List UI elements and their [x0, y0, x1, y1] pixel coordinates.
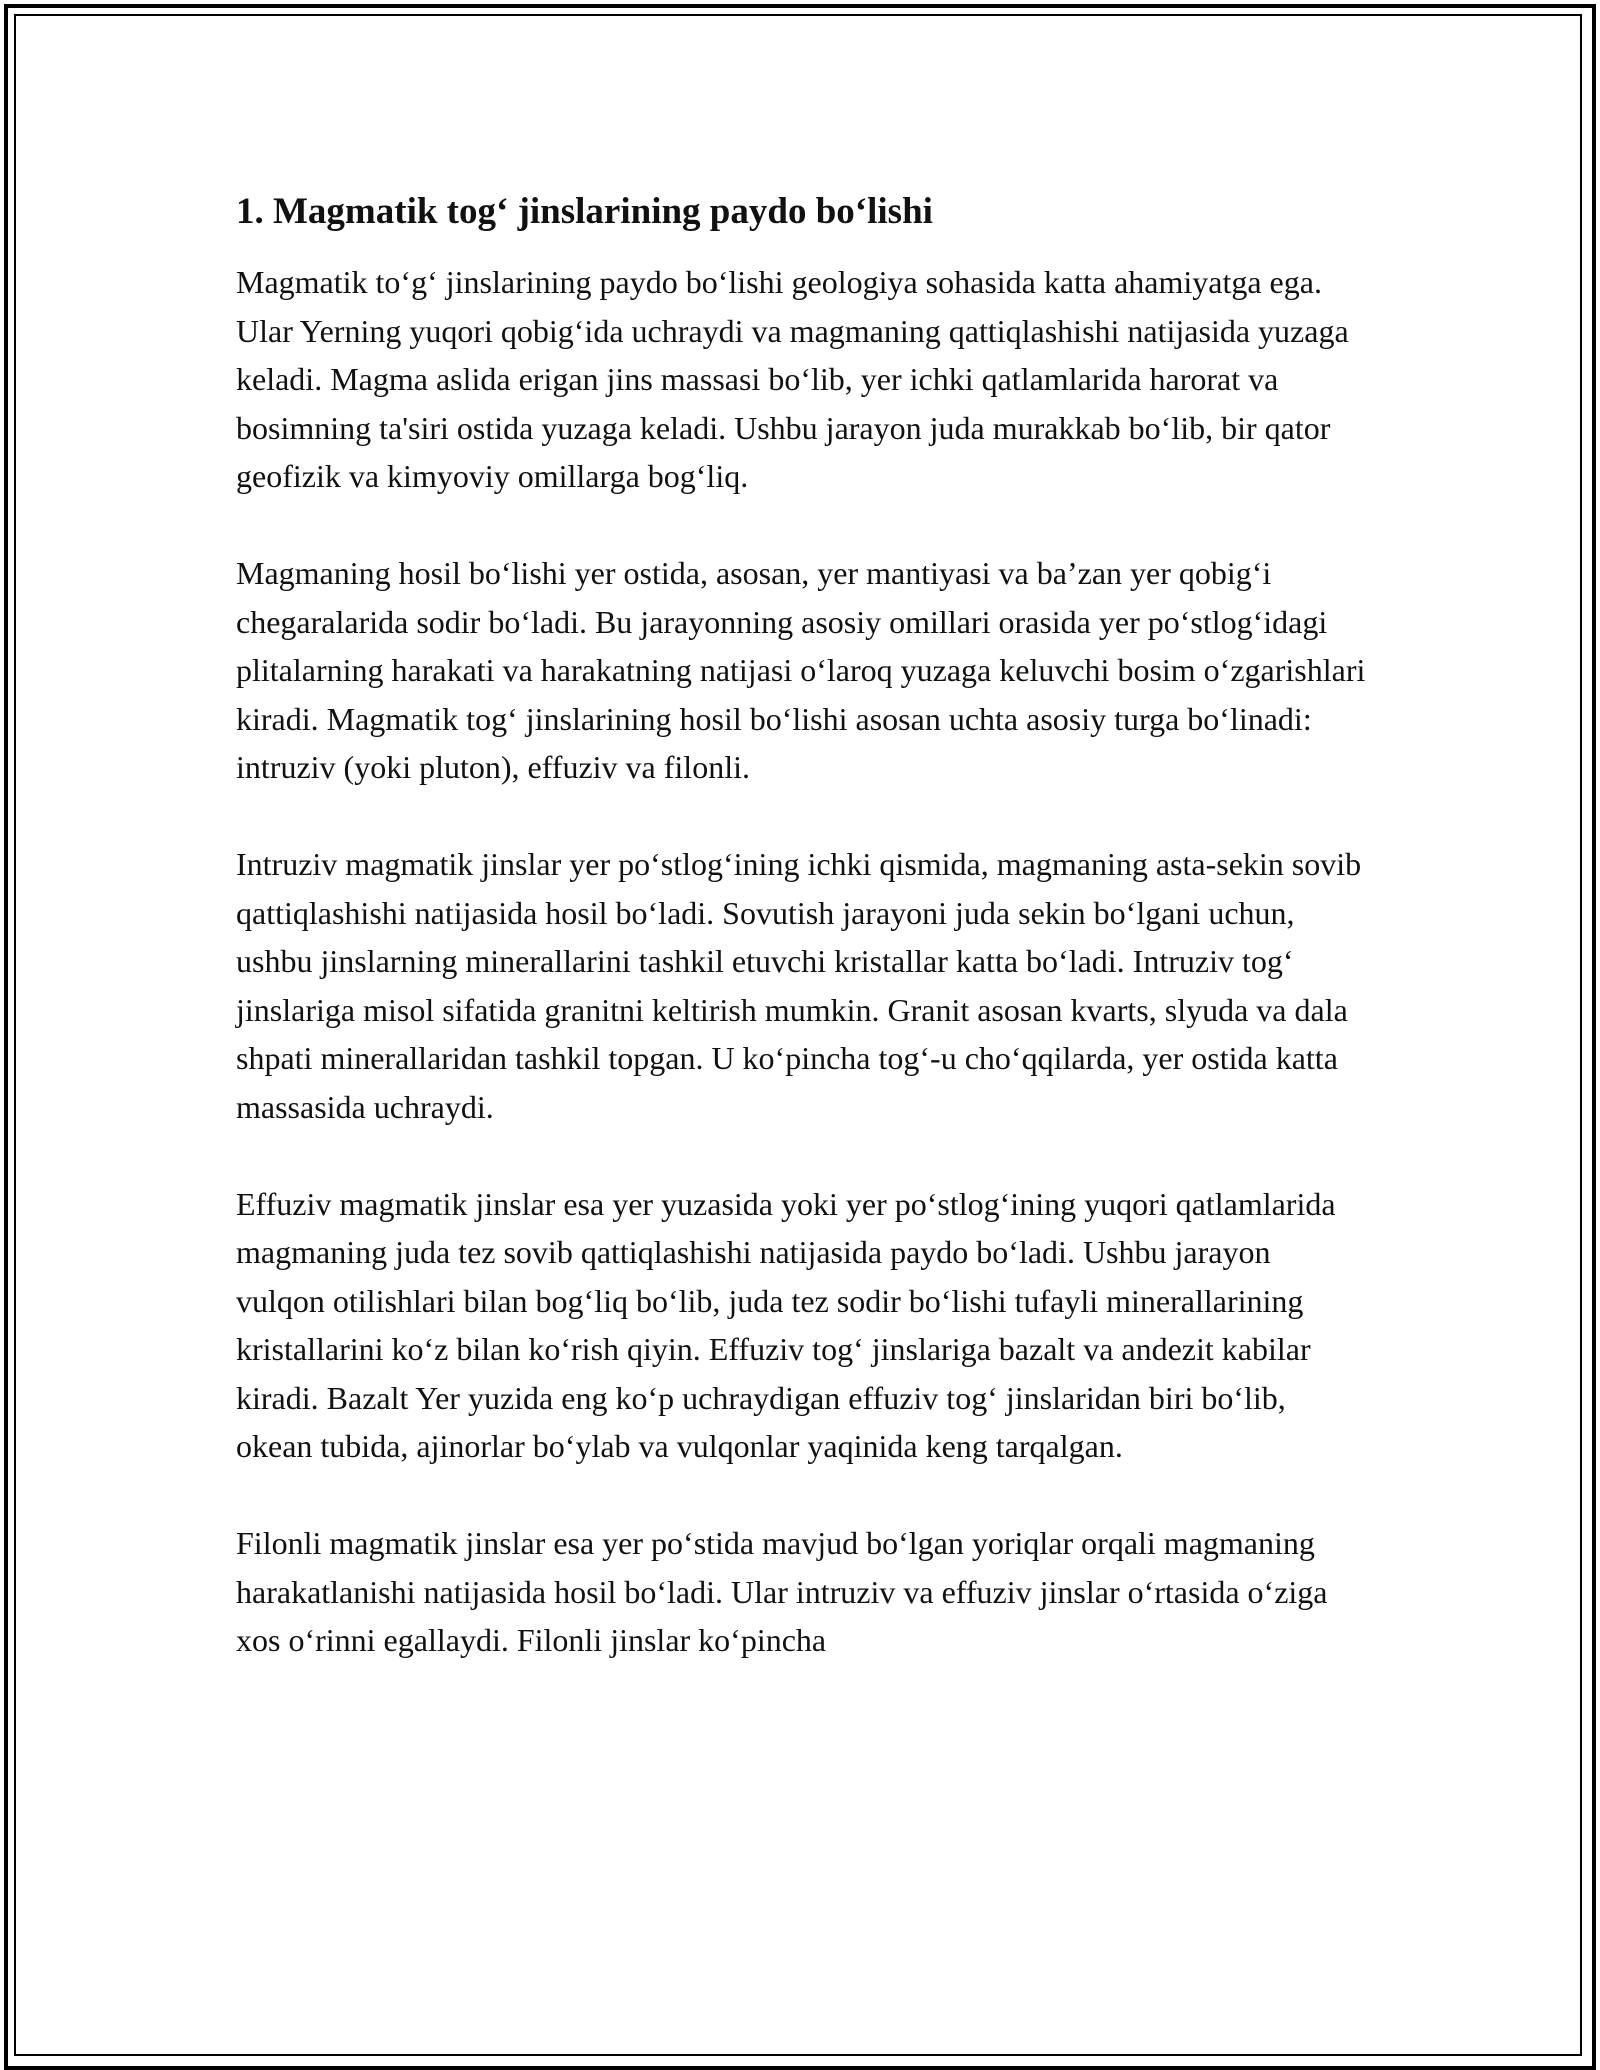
document-body — [236, 186, 1366, 1665]
paragraph-2: Magmaning hosil bo‘lishi yer ostida, asosan, yer mantiyasi va ba’zan yer qobig‘i chegaralarida sodir bo‘ladi. Bu jarayonning asosiy omillari orasida yer po‘stlog‘idagi plitalarning harakati va harakatning natijasi o‘laroq yuzaga keluvchi bosim o‘zgarishlari kiradi. Magmatik tog‘ jinslarining hosil bo‘lishi asosan uchta asosiy turga bo‘linadi: intruziv (yoki pluton), effuziv va filonli. — [236, 555, 1366, 785]
paragraph-4: Effuziv magmatik jinslar esa yer yuzasida yoki yer po‘stlog‘ining yuqori qatlamlarida magmaning juda tez sovib qattiqlashishi natijasida paydo bo‘ladi. Ushbu jarayon vulqon otilishlari bilan bog‘liq bo‘lib, juda tez sodir bo‘lishi tufayli minerallarining kristallarini ko‘z bilan ko‘rish qiyin. Effuziv tog‘ jinslariga bazalt va andezit kabilar kiradi. Bazalt Yer yuzida eng ko‘p uchraydigan effuziv tog‘ jinslaridan biri bo‘lib, okean tubida, ajinorlar bo‘ylab va vulqonlar yaqinida keng tarqalgan. — [236, 1185, 1336, 1464]
paragraph-3: Intruziv magmatik jinslar yer po‘stlog‘ining ichki qismida, magmaning asta-sekin sovib qattiqlashishi natijasida hosil bo‘ladi. Sovutish jarayoni juda sekin bo‘lgani uchun, ushbu jinslarning minerallarini tashkil etuvchi kristallar katta bo‘ladi. Intruziv tog‘ jinslariga misol sifatida granitni keltirish mumkin. Granit asosan kvarts, slyuda va dala shpati minerallaridan tashkil topgan. U ko‘pincha tog‘-u cho‘qqilarda, yer ostida katta massasida uchraydi. — [236, 846, 1362, 1125]
paragraph-5: Filonli magmatik jinslar esa yer po‘stida mavjud bo‘lgan yoriqlar orqali magmaning harakatlanishi natijasida hosil bo‘ladi. Ular intruziv va effuziv jinslar o‘rtasida o‘ziga xos o‘rinni egallaydi. Filonli jinslar ko‘pincha — [236, 1525, 1328, 1658]
section-heading: 1. Magmatik tog‘ jinslarining paydo bo‘lishi — [236, 191, 933, 232]
paragraph-1: Magmatik to‘g‘ jinslarining paydo bo‘lishi geologiya sohasida katta ahamiyatga ega. Ular Yerning yuqori qobig‘ida uchraydi va magmaning qattiqlashishi natijasida yuzaga keladi. Magma aslida erigan jins massasi bo‘lib, yer ichki qatlamlarida harorat va bosimning ta'siri ostida yuzaga keladi. Ushbu jarayon juda murakkab bo‘lib, bir qator geofizik va kimyoviy omillarga bog‘liq. — [236, 264, 1349, 494]
